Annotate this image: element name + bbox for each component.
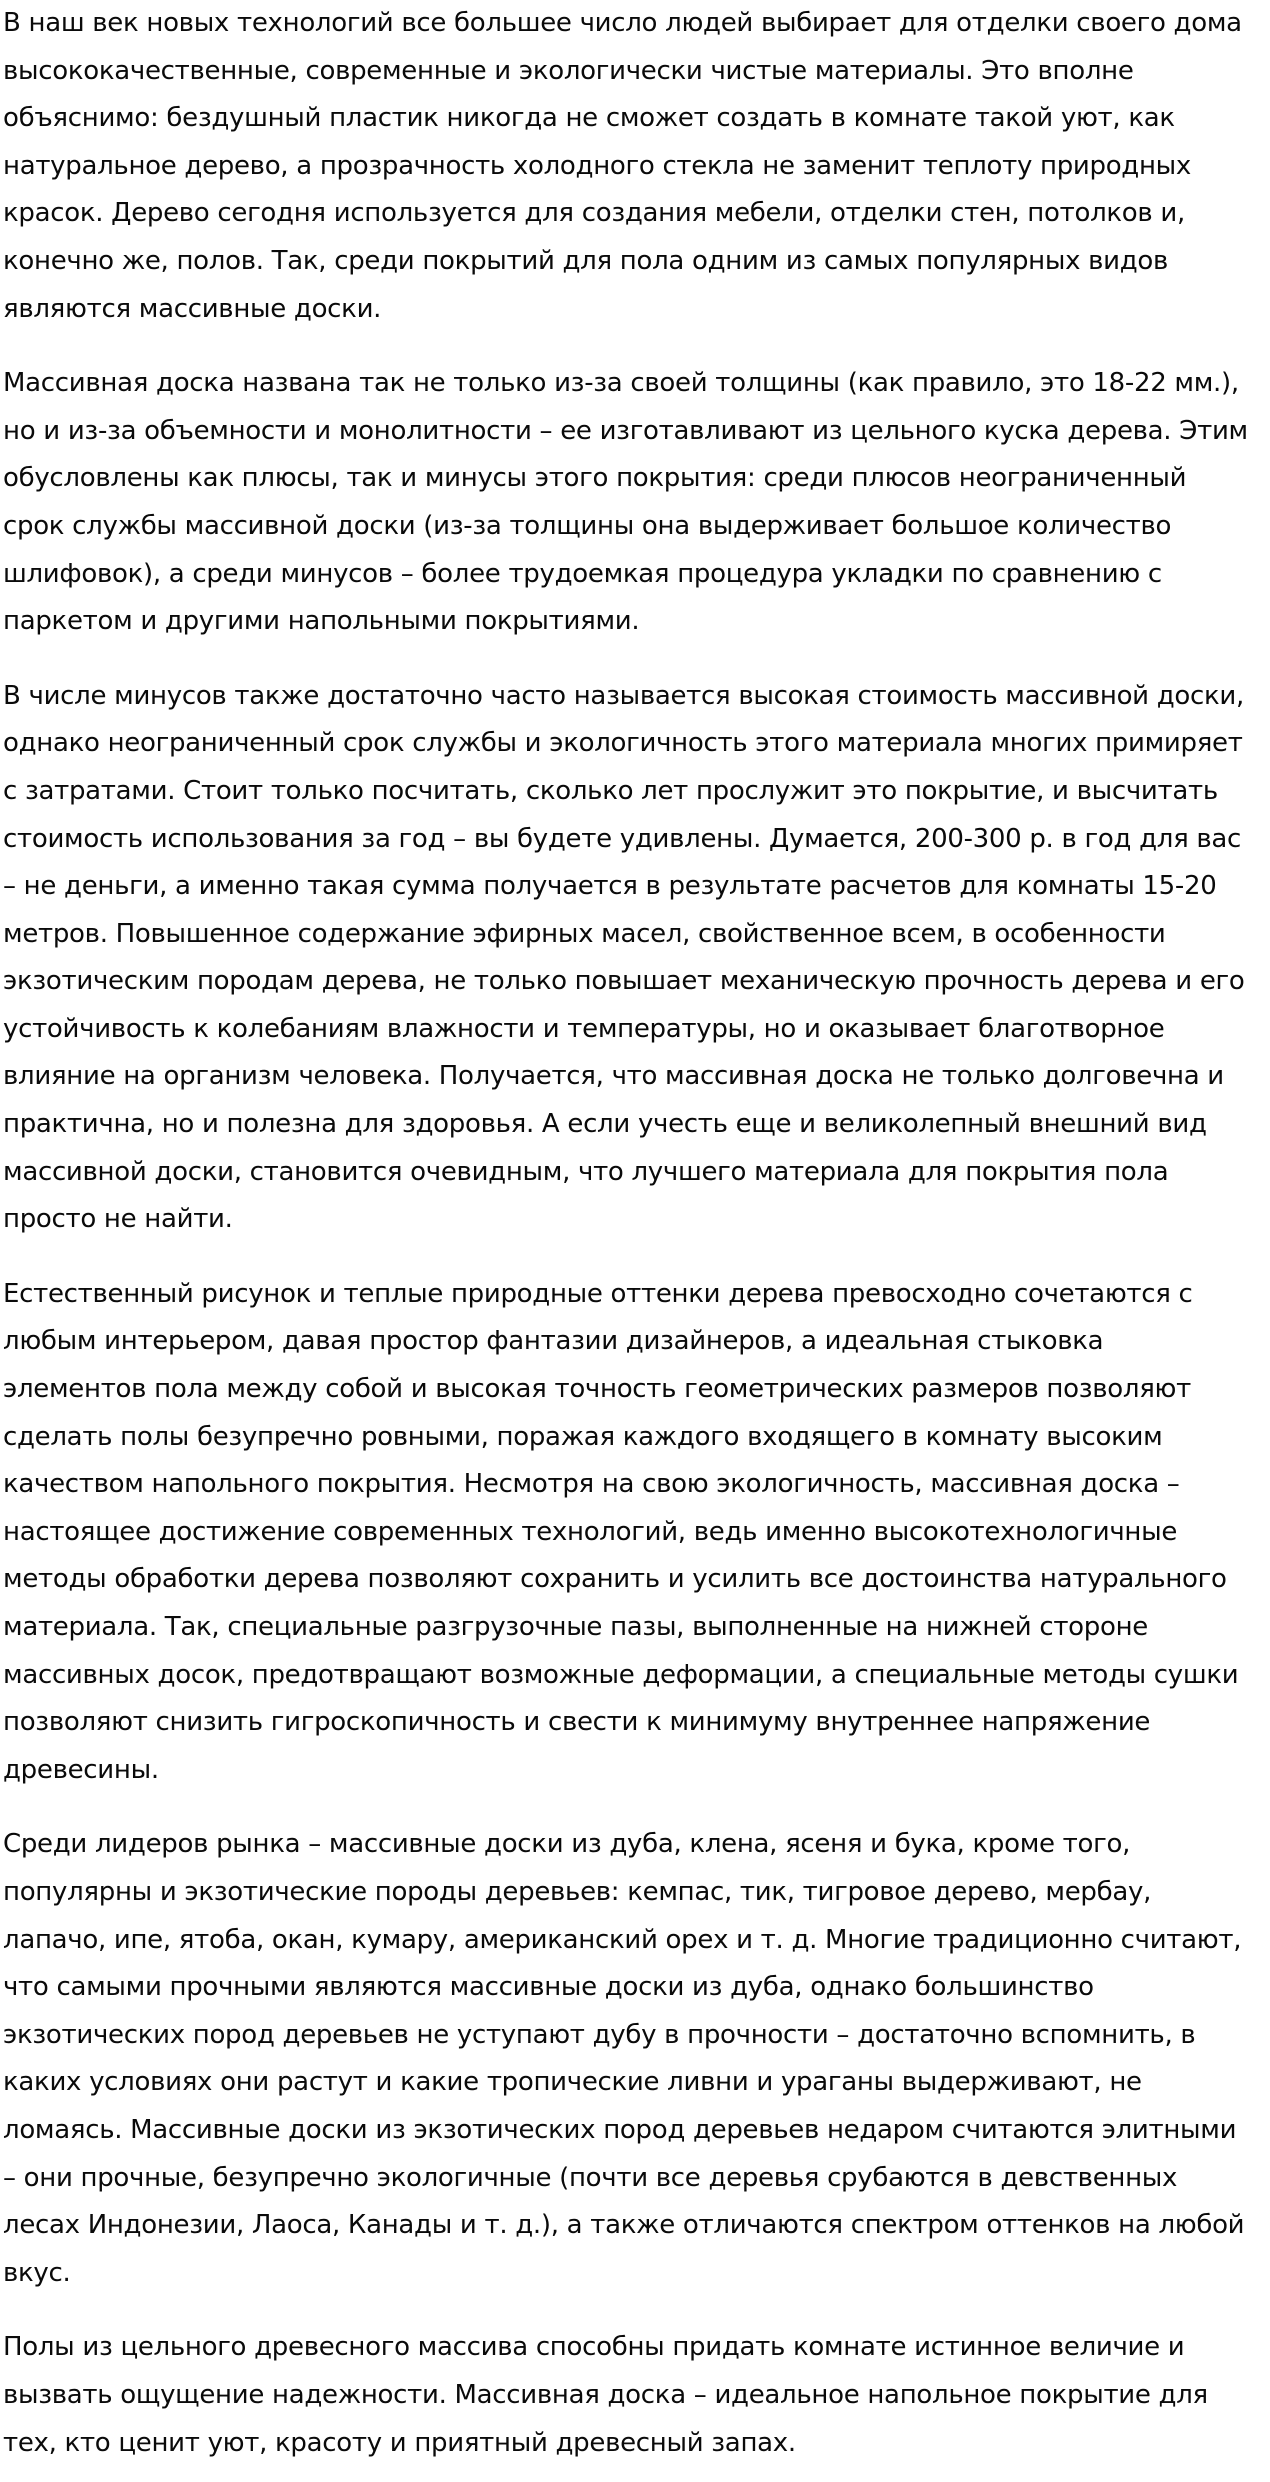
text-line: метров. Повышенное содержание эфирных масел, свойственное всем, в особенности [3, 918, 1166, 949]
text-line: тех, кто ценит уют, красоту и приятный древесный запах. [3, 2427, 796, 2458]
text-line: – не деньги, а именно такая сумма получается в результате расчетов для комнаты 15-20 [3, 871, 1217, 902]
article-text [3, 0, 1270, 2467]
text-line: массивных досок, предотвращают возможные деформации, а специальные методы сушки [3, 1659, 1239, 1690]
text-line: паркетом и другими напольными покрытиями. [3, 606, 640, 637]
text-line: вкус. [3, 2257, 71, 2288]
text-line: качеством напольного покрытия. Несмотря на свою экологичность, массивная доска – [3, 1469, 1180, 1500]
text-line: устойчивость к колебаниям влажности и температуры, но и оказывает благотворное [3, 1013, 1165, 1044]
text-line: любым интерьером, давая простор фантазии дизайнеров, а идеальная стыковка [3, 1326, 1104, 1357]
paragraph-5 [3, 1821, 1270, 2297]
text-line: натуральное дерево, а прозрачность холодного стекла не заменит теплоту природных [3, 150, 1191, 181]
text-line: просто не найти. [3, 1204, 233, 1235]
text-line: но и из-за объемности и монолитности – ее изготавливают из цельного куска дерева. Этим [3, 415, 1248, 446]
text-line: практична, но и полезна для здоровья. А если учесть еще и великолепный внешний вид [3, 1109, 1207, 1140]
text-line: шлифовок), а среди минусов – более трудоемкая процедура укладки по сравнению с [3, 558, 1162, 589]
text-line: вызвать ощущение надежности. Массивная доска – идеальное напольное покрытие для [3, 2379, 1208, 2410]
text-line: с затратами. Стоит только посчитать, сколько лет прослужит это покрытие, и высчитать [3, 775, 1218, 806]
text-line: срок службы массивной доски (из-за толщины она выдерживает большое количество [3, 510, 1172, 541]
text-line: являются массивные доски. [3, 293, 382, 324]
paragraph-6 [3, 2324, 1270, 2467]
text-line: экзотическим породам дерева, не только повышает механическую прочность дерева и его [3, 966, 1245, 997]
text-line: лапачо, ипе, ятоба, окан, кумару, американский орех и т. д. Многие традиционно считают, [3, 1924, 1242, 1955]
text-line: – они прочные, безупречно экологичные (почти все деревья срубаются в девственных [3, 2162, 1178, 2193]
text-line: древесины. [3, 1754, 159, 1785]
text-line: обусловлены как плюсы, так и минусы этого покрытия: среди плюсов неограниченный [3, 463, 1187, 494]
paragraph-4 [3, 1271, 1270, 1795]
text-line: В числе минусов также достаточно часто называется высокая стоимость массивной доски, [3, 680, 1244, 711]
paragraph-3 [3, 673, 1270, 1244]
paragraph-2 [3, 360, 1270, 646]
text-line: материала. Так, специальные разгрузочные пазы, выполненные на нижней стороне [3, 1612, 1148, 1642]
text-line: что самыми прочными являются массивные доски из дуба, однако большинство [3, 1972, 1094, 2003]
text-line: однако неограниченный срок службы и экологичность этого материала многих примиряет [3, 728, 1243, 759]
paragraph-1 [3, 0, 1270, 333]
text-line: массивной доски, становится очевидным, что лучшего материала для покрытия пола [3, 1156, 1169, 1187]
text-line: элементов пола между собой и высокая точность геометрических размеров позволяют [3, 1374, 1191, 1405]
text-line: методы обработки дерева позволяют сохранить и усилить все достоинства натурального [3, 1564, 1227, 1595]
text-line: ломаясь. Массивные доски из экзотических пород деревьев недаром считаются элитными [3, 2114, 1237, 2145]
text-line: экзотических пород деревьев не уступают дубу в прочности – достаточно вспомнить, в [3, 2019, 1196, 2050]
text-line: каких условиях они растут и какие тропические ливни и ураганы выдерживают, не [3, 2067, 1142, 2098]
text-line: Полы из цельного древесного массива способны придать комнате истинное величие и [3, 2332, 1185, 2363]
text-line: позволяют снизить гигроскопичность и свести к минимуму внутреннее напряжение [3, 1707, 1151, 1738]
text-line: Среди лидеров рынка – массивные доски из дуба, клена, ясеня и бука, кроме того, [3, 1829, 1131, 1860]
text-line: влияние на организм человека. Получается, что массивная доска не только долговечна и [3, 1061, 1224, 1092]
text-line: сделать полы безупречно ровными, поражая каждого входящего в комнату высоким [3, 1421, 1163, 1452]
text-line: Естественный рисунок и теплые природные оттенки дерева превосходно сочетаются с [3, 1278, 1193, 1309]
text-line: красок. Дерево сегодня используется для создания мебели, отделки стен, потолков и, [3, 198, 1185, 229]
text-line: конечно же, полов. Так, среди покрытий для пола одним из самых популярных видов [3, 245, 1169, 276]
text-line: объяснимо: бездушный пластик никогда не сможет создать в комнате такой уют, как [3, 103, 1175, 134]
text-line: настоящее достижение современных технологий, ведь именно высокотехнологичные [3, 1516, 1178, 1547]
text-line: стоимость использования за год – вы будете удивлены. Думается, 200-300 р. в год для вас [3, 823, 1242, 854]
text-line: популярны и экзотические породы деревьев: кемпас, тик, тигровое дерево, мербау, [3, 1876, 1152, 1907]
text-line: В наш век новых технологий все большее число людей выбирает для отделки своего дома [3, 8, 1242, 38]
text-line: Массивная доска названа так не только из-за своей толщины (как правило, это 18-22 мм.), [3, 368, 1239, 399]
text-line: высококачественные, современные и экологически чистые материалы. Это вполне [3, 55, 1134, 86]
text-line: лесах Индонезии, Лаоса, Канады и т. д.), а также отличаются спектром оттенков на любой [3, 2210, 1245, 2241]
